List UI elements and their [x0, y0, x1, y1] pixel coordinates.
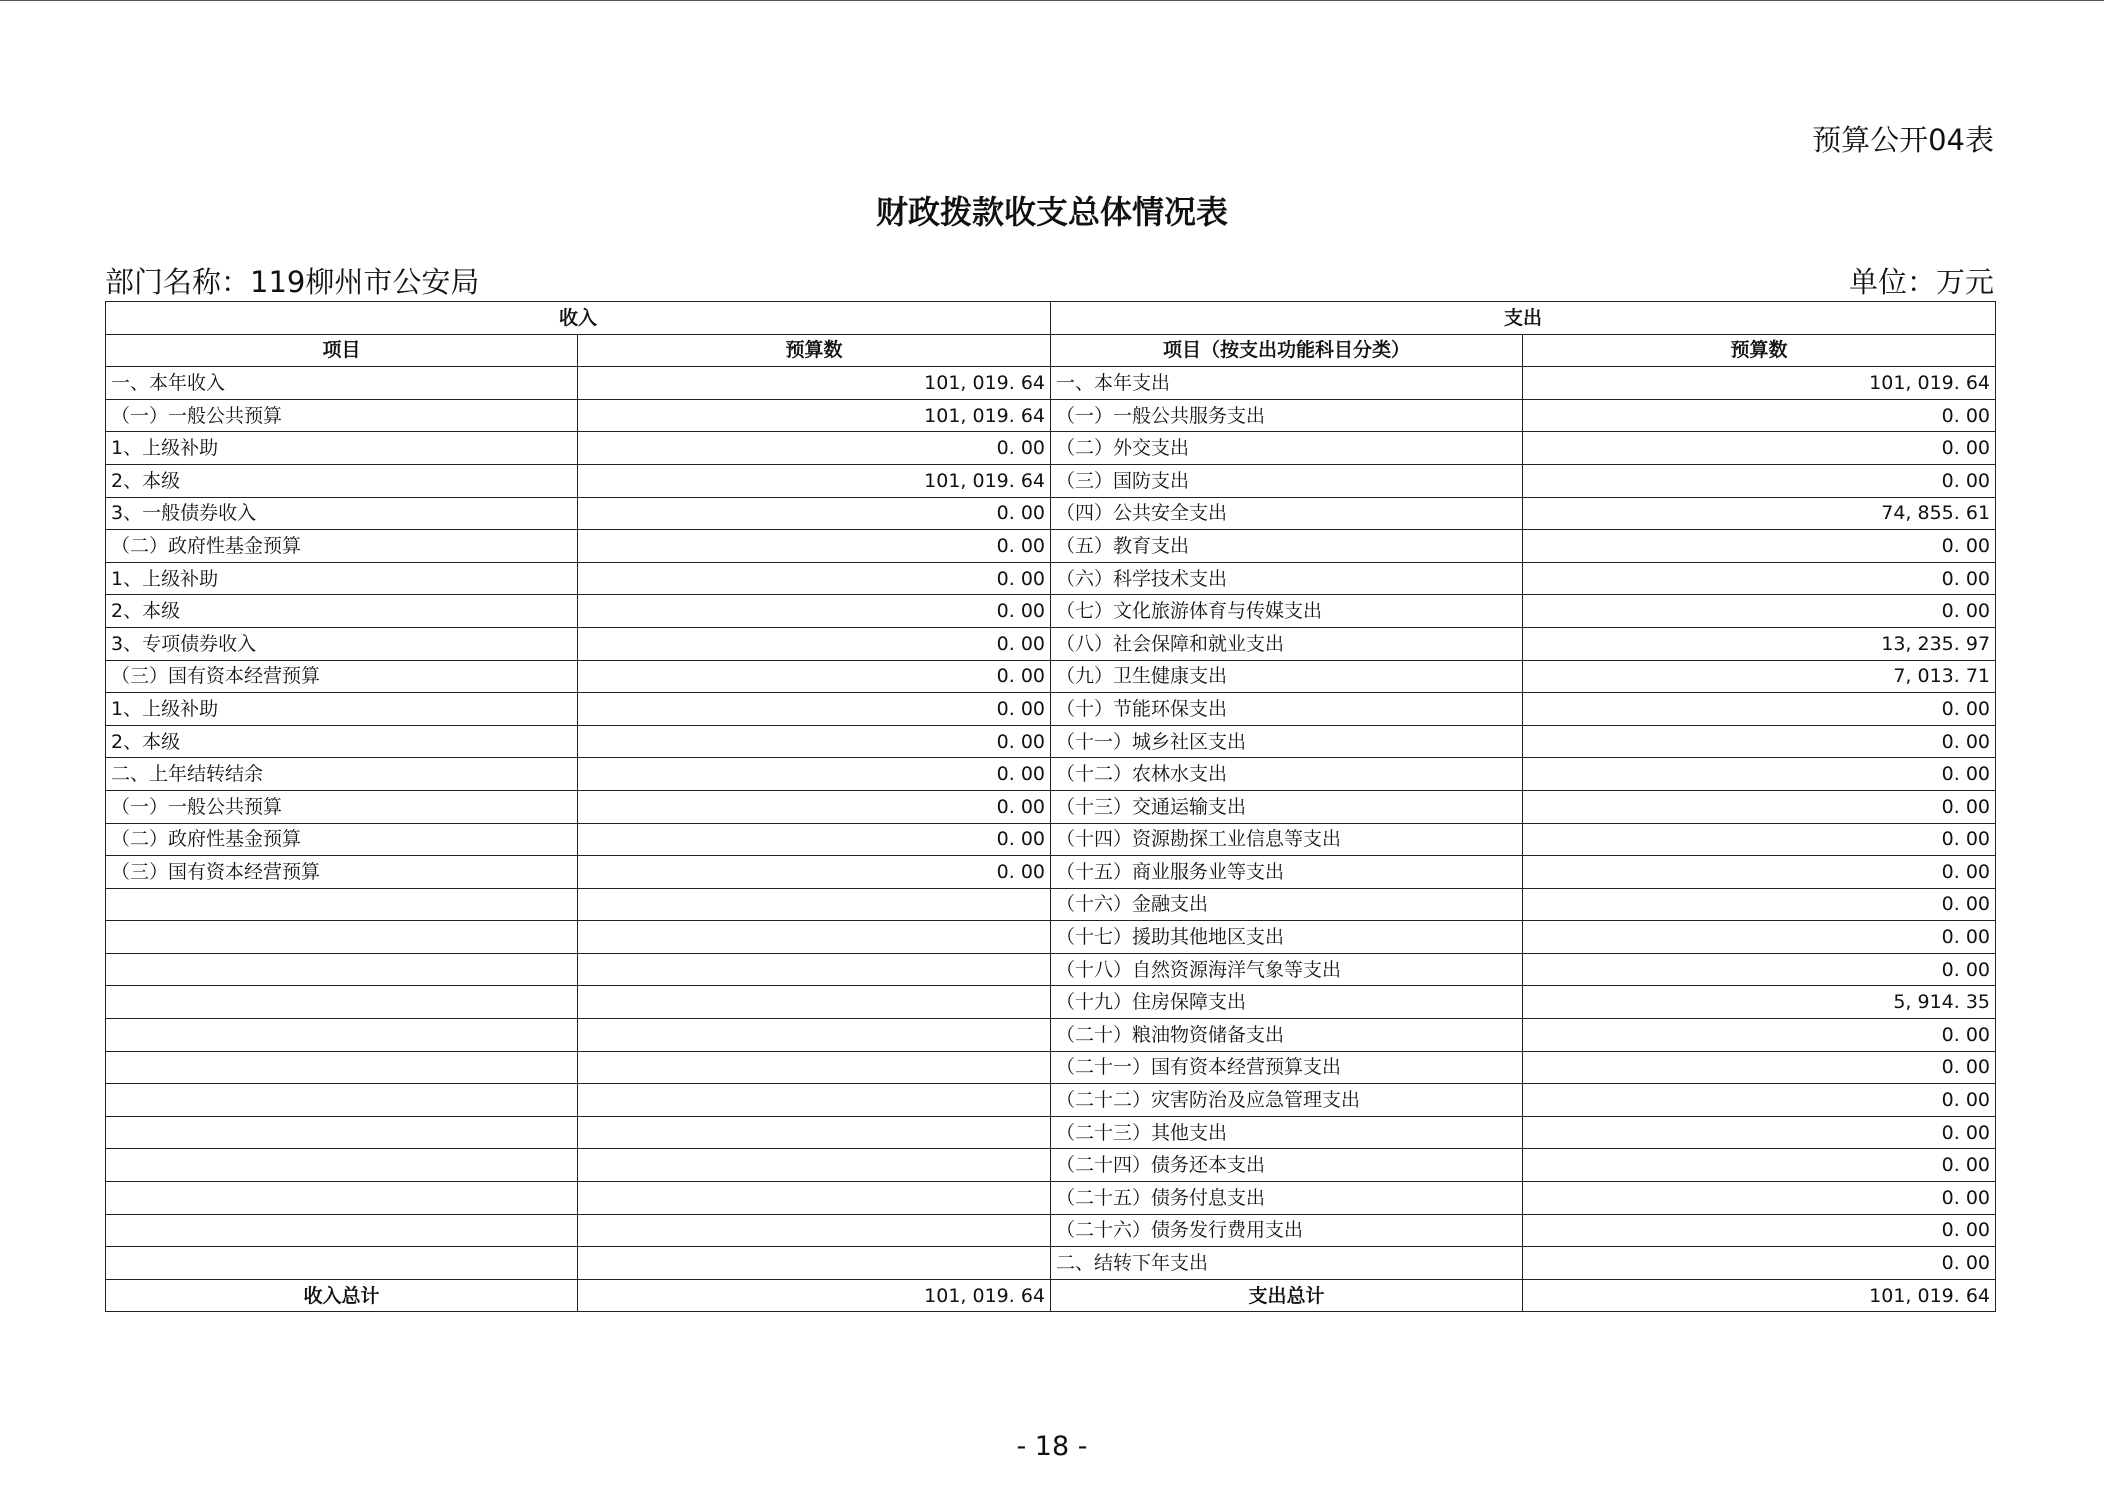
income-total-label: 收入总计 [106, 1279, 578, 1312]
expense-item-cell: （二）外交支出 [1051, 432, 1523, 465]
expense-value-cell: 0. 00 [1523, 432, 1996, 465]
expense-value-cell: 0. 00 [1523, 921, 1996, 954]
table-row [106, 986, 1996, 1019]
income-item-cell [106, 1051, 578, 1084]
expense-value-cell: 0. 00 [1523, 790, 1996, 823]
expense-value-cell: 0. 00 [1523, 693, 1996, 726]
income-value-cell: 0. 00 [578, 660, 1051, 693]
income-item-cell: 3、专项债券收入 [106, 627, 578, 660]
budget-table [105, 301, 1996, 1312]
expense-item-cell: （六）科学技术支出 [1051, 562, 1523, 595]
table-row [106, 399, 1996, 432]
table-row [106, 953, 1996, 986]
income-value-cell: 0. 00 [578, 725, 1051, 758]
expense-item-cell: （一）一般公共服务支出 [1051, 399, 1523, 432]
table-row [106, 1149, 1996, 1182]
expense-item-cell: （十五）商业服务业等支出 [1051, 856, 1523, 889]
expense-item-cell: （二十四）债务还本支出 [1051, 1149, 1523, 1182]
table-row [106, 1019, 1996, 1052]
table-row [106, 888, 1996, 921]
income-item-cell: 2、本级 [106, 464, 578, 497]
income-value-cell: 0. 00 [578, 432, 1051, 465]
table-row [106, 725, 1996, 758]
income-value-cell [578, 1051, 1051, 1084]
income-value-cell: 101, 019. 64 [578, 367, 1051, 400]
expense-budget-column-header: 预算数 [1523, 334, 1996, 367]
income-item-cell: 1、上级补助 [106, 432, 578, 465]
expense-item-cell: （四）公共安全支出 [1051, 497, 1523, 530]
income-value-cell: 0. 00 [578, 562, 1051, 595]
column-header-row [106, 334, 1996, 367]
table-row [106, 1214, 1996, 1247]
expense-item-cell: （十二）农林水支出 [1051, 758, 1523, 791]
income-item-cell: （一）一般公共预算 [106, 399, 578, 432]
income-item-cell: 一、本年收入 [106, 367, 578, 400]
table-row [106, 856, 1996, 889]
table-row [106, 660, 1996, 693]
income-value-cell: 101, 019. 64 [578, 399, 1051, 432]
income-value-cell [578, 1116, 1051, 1149]
expense-item-cell: （九）卫生健康支出 [1051, 660, 1523, 693]
income-value-cell: 0. 00 [578, 693, 1051, 726]
expense-value-cell: 0. 00 [1523, 1051, 1996, 1084]
expense-item-cell: 一、本年支出 [1051, 367, 1523, 400]
expense-value-cell: 0. 00 [1523, 856, 1996, 889]
expense-value-cell: 7, 013. 71 [1523, 660, 1996, 693]
expense-value-cell: 74, 855. 61 [1523, 497, 1996, 530]
income-item-cell: （三）国有资本经营预算 [106, 856, 578, 889]
expense-item-column-header: 项目（按支出功能科目分类） [1051, 334, 1523, 367]
expense-item-cell: （十六）金融支出 [1051, 888, 1523, 921]
expense-item-cell: （十一）城乡社区支出 [1051, 725, 1523, 758]
income-value-cell [578, 1149, 1051, 1182]
page-number: - 18 - [1016, 1431, 1088, 1462]
table-row [106, 432, 1996, 465]
income-value-cell: 101, 019. 64 [578, 464, 1051, 497]
income-value-cell [578, 1247, 1051, 1280]
expense-value-cell: 101, 019. 64 [1523, 367, 1996, 400]
income-item-cell [106, 1214, 578, 1247]
income-item-cell: 二、上年结转结余 [106, 758, 578, 791]
expense-value-cell: 0. 00 [1523, 953, 1996, 986]
expense-item-cell: （十八）自然资源海洋气象等支出 [1051, 953, 1523, 986]
income-item-cell: （二）政府性基金预算 [106, 530, 578, 563]
expense-value-cell: 0. 00 [1523, 1214, 1996, 1247]
income-value-cell [578, 1084, 1051, 1117]
expense-value-cell: 0. 00 [1523, 1182, 1996, 1215]
expense-value-cell: 13, 235. 97 [1523, 627, 1996, 660]
table-row [106, 562, 1996, 595]
income-item-cell [106, 1116, 578, 1149]
income-budget-column-header: 预算数 [578, 334, 1051, 367]
income-item-cell: 1、上级补助 [106, 562, 578, 595]
income-item-cell: （三）国有资本经营预算 [106, 660, 578, 693]
expense-item-cell: （二十三）其他支出 [1051, 1116, 1523, 1149]
table-row [106, 1247, 1996, 1280]
income-item-column-header: 项目 [106, 334, 578, 367]
income-item-cell: （一）一般公共预算 [106, 790, 578, 823]
expense-value-cell: 0. 00 [1523, 1149, 1996, 1182]
expense-item-cell: （二十）粮油物资储备支出 [1051, 1019, 1523, 1052]
expense-value-cell: 5, 914. 35 [1523, 986, 1996, 1019]
expense-item-cell: 二、结转下年支出 [1051, 1247, 1523, 1280]
expense-total-value: 101, 019. 64 [1523, 1279, 1996, 1312]
expense-item-cell: （十三）交通运输支出 [1051, 790, 1523, 823]
table-row [106, 1051, 1996, 1084]
table-row [106, 530, 1996, 563]
page-title: 财政拨款收支总体情况表 [875, 193, 1228, 231]
expense-value-cell: 0. 00 [1523, 758, 1996, 791]
section-header-row [106, 302, 1996, 335]
form-code: 预算公开04表 [1812, 123, 1994, 157]
top-border-line [0, 0, 2104, 1]
income-value-cell: 0. 00 [578, 790, 1051, 823]
expense-value-cell: 0. 00 [1523, 464, 1996, 497]
table-row [106, 823, 1996, 856]
income-value-cell: 0. 00 [578, 497, 1051, 530]
income-value-cell [578, 921, 1051, 954]
expense-value-cell: 0. 00 [1523, 1084, 1996, 1117]
expense-value-cell: 0. 00 [1523, 823, 1996, 856]
income-item-cell [106, 953, 578, 986]
income-value-cell [578, 888, 1051, 921]
income-value-cell [578, 1182, 1051, 1215]
expense-value-cell: 0. 00 [1523, 1019, 1996, 1052]
expense-item-cell: （七）文化旅游体育与传媒支出 [1051, 595, 1523, 628]
table-row [106, 1182, 1996, 1215]
expense-value-cell: 0. 00 [1523, 399, 1996, 432]
table-row [106, 921, 1996, 954]
expense-value-cell: 0. 00 [1523, 888, 1996, 921]
income-item-cell [106, 1149, 578, 1182]
income-value-cell [578, 1019, 1051, 1052]
expense-item-cell: （二十五）债务付息支出 [1051, 1182, 1523, 1215]
table-row [106, 627, 1996, 660]
income-item-cell [106, 1019, 578, 1052]
department-name: 部门名称：119柳州市公安局 [105, 265, 480, 299]
table-row [106, 758, 1996, 791]
income-value-cell: 0. 00 [578, 595, 1051, 628]
income-item-cell [106, 888, 578, 921]
expense-item-cell: （十九）住房保障支出 [1051, 986, 1523, 1019]
expense-total-label: 支出总计 [1051, 1279, 1523, 1312]
expense-item-cell: （三）国防支出 [1051, 464, 1523, 497]
table-row [106, 1084, 1996, 1117]
expense-item-cell: （十）节能环保支出 [1051, 693, 1523, 726]
expense-value-cell: 0. 00 [1523, 1247, 1996, 1280]
income-item-cell: 3、一般债券收入 [106, 497, 578, 530]
income-section-header: 收入 [106, 302, 1051, 335]
expense-item-cell: （十四）资源勘探工业信息等支出 [1051, 823, 1523, 856]
table-row [106, 367, 1996, 400]
income-value-cell [578, 953, 1051, 986]
table-row [106, 693, 1996, 726]
table-row [106, 595, 1996, 628]
expense-value-cell: 0. 00 [1523, 595, 1996, 628]
income-item-cell: 2、本级 [106, 595, 578, 628]
income-item-cell: 2、本级 [106, 725, 578, 758]
totals-row [106, 1279, 1996, 1312]
table-row [106, 1116, 1996, 1149]
expense-item-cell: （八）社会保障和就业支出 [1051, 627, 1523, 660]
expense-value-cell: 0. 00 [1523, 530, 1996, 563]
expense-item-cell: （二十六）债务发行费用支出 [1051, 1214, 1523, 1247]
table-row [106, 497, 1996, 530]
income-item-cell [106, 1247, 578, 1280]
income-item-cell: 1、上级补助 [106, 693, 578, 726]
expense-item-cell: （二十一）国有资本经营预算支出 [1051, 1051, 1523, 1084]
expense-value-cell: 0. 00 [1523, 1116, 1996, 1149]
income-item-cell [106, 1182, 578, 1215]
income-item-cell [106, 986, 578, 1019]
income-value-cell: 0. 00 [578, 758, 1051, 791]
table-row [106, 464, 1996, 497]
income-item-cell: （二）政府性基金预算 [106, 823, 578, 856]
expense-section-header: 支出 [1051, 302, 1996, 335]
income-value-cell: 0. 00 [578, 823, 1051, 856]
income-value-cell: 0. 00 [578, 627, 1051, 660]
expense-item-cell: （二十二）灾害防治及应急管理支出 [1051, 1084, 1523, 1117]
expense-item-cell: （十七）援助其他地区支出 [1051, 921, 1523, 954]
expense-item-cell: （五）教育支出 [1051, 530, 1523, 563]
income-value-cell: 0. 00 [578, 530, 1051, 563]
expense-value-cell: 0. 00 [1523, 725, 1996, 758]
expense-value-cell: 0. 00 [1523, 562, 1996, 595]
income-item-cell [106, 1084, 578, 1117]
income-total-value: 101, 019. 64 [578, 1279, 1051, 1312]
table-row [106, 790, 1996, 823]
budget-table-body [106, 302, 1996, 1312]
income-value-cell [578, 1214, 1051, 1247]
income-value-cell: 0. 00 [578, 856, 1051, 889]
income-item-cell [106, 921, 578, 954]
unit-label: 单位：万元 [1848, 265, 1994, 299]
income-value-cell [578, 986, 1051, 1019]
